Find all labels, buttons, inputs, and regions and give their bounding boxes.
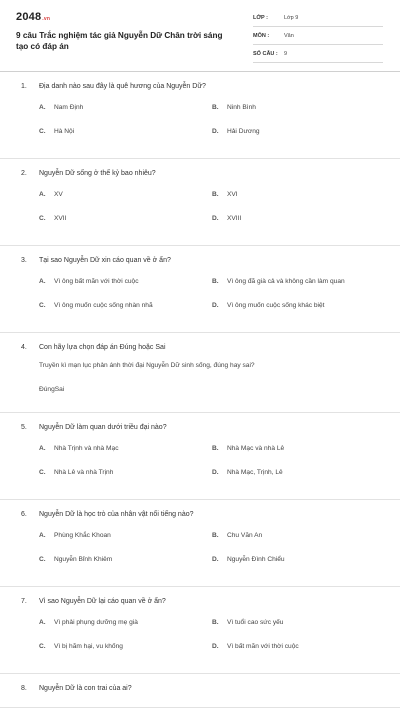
question-number: 1. — [21, 83, 27, 90]
document-header — [0, 0, 400, 72]
option-text: Vì tuổi cao sức yếu — [227, 619, 284, 626]
question-item — [0, 413, 400, 500]
question-list — [0, 72, 400, 708]
option-letter: D. — [212, 643, 219, 650]
option-text: XVII — [54, 215, 67, 222]
option-text: Nhà Trịnh và nhà Mạc — [54, 445, 119, 452]
logo-suffix: .vn — [42, 16, 51, 22]
question-item — [0, 500, 400, 587]
meta-value: 9 — [284, 51, 288, 57]
option-text: Ninh Bình — [227, 104, 256, 111]
meta-row-subject — [253, 31, 383, 45]
option-text: Nguyễn Đình Chiểu — [227, 556, 285, 563]
question-item — [0, 674, 400, 708]
question-text: Địa danh nào sau đây là quê hương của Nguyễn Dữ? — [39, 83, 206, 90]
question-number: 3. — [21, 257, 27, 264]
question-text: Vì sao Nguyễn Dữ lại cáo quan về ở ẩn? — [39, 598, 166, 605]
option-letter: D. — [212, 556, 219, 563]
question-text: Nguyễn Dữ là học trò của nhân vật nổi tiếng nào? — [39, 511, 194, 518]
option-text: Vì ông bất mãn với thời cuộc — [54, 278, 139, 285]
meta-value: Văn — [284, 33, 294, 39]
option-text: Nam Định — [54, 104, 84, 111]
option-text: Nhà Mạc và nhà Lê — [227, 445, 285, 452]
option-text: Chu Văn An — [227, 532, 263, 539]
option-text: Phùng Khắc Khoan — [54, 532, 111, 539]
option-text: Vì bất mãn với thời cuộc — [227, 643, 299, 650]
answer-options — [0, 102, 400, 148]
question-item — [0, 246, 400, 333]
option-text: Nhà Lê và nhà Trịnh — [54, 469, 114, 476]
site-logo[interactable] — [16, 11, 50, 23]
option-text: XVIII — [227, 215, 242, 222]
answer-options — [0, 530, 400, 576]
true-false-statement: Truyền kì mạn lục phản ánh thời đại Nguyễn Dữ sinh sống, đúng hay sai? — [39, 362, 255, 369]
question-number: 5. — [21, 424, 27, 431]
meta-value: Lớp 9 — [284, 15, 299, 21]
logo-main: 2048 — [16, 11, 42, 23]
answer-options — [0, 276, 400, 322]
option-text: XVI — [227, 191, 238, 198]
question-item — [0, 72, 400, 159]
question-text: Nguyễn Dữ làm quan dưới triều đại nào? — [39, 424, 167, 431]
option-letter: C. — [39, 128, 46, 135]
question-text: Nguyễn Dữ là con trai của ai? — [39, 685, 132, 692]
question-text: Tại sao Nguyễn Dữ xin cáo quan về ở ẩn? — [39, 257, 171, 264]
answer-options — [0, 189, 400, 235]
option-text: Vì phải phụng dưỡng mẹ già — [54, 619, 138, 626]
option-text: Vì bị hãm hại, vu khống — [54, 643, 123, 650]
option-letter: C. — [39, 643, 46, 650]
meta-label: SỐ CÂU : — [253, 51, 278, 57]
option-letter: B. — [212, 532, 219, 539]
option-letter: A. — [39, 191, 46, 198]
question-text: Nguyễn Dữ sống ở thế kỷ bao nhiêu? — [39, 170, 156, 177]
question-item — [0, 587, 400, 674]
question-number: 4. — [21, 344, 27, 351]
question-number: 6. — [21, 511, 27, 518]
option-letter: A. — [39, 445, 46, 452]
question-number: 7. — [21, 598, 27, 605]
meta-label: MÔN : — [253, 33, 270, 39]
question-text: Con hãy lựa chọn đáp án Đúng hoặc Sai — [39, 344, 166, 351]
option-letter: B. — [212, 104, 219, 111]
option-text: Vì ông muốn cuộc sống nhàn nhã — [54, 302, 153, 309]
question-number: 8. — [21, 685, 27, 692]
question-item — [0, 159, 400, 246]
option-letter: B. — [212, 445, 219, 452]
option-letter: A. — [39, 278, 46, 285]
question-item — [0, 333, 400, 413]
option-letter: D. — [212, 302, 219, 309]
option-text: Nguyễn Bỉnh Khiêm — [54, 556, 113, 563]
option-letter: D. — [212, 215, 219, 222]
meta-row-count — [253, 49, 383, 63]
true-false-block — [0, 356, 400, 402]
option-letter: C. — [39, 556, 46, 563]
answer-options — [0, 443, 400, 489]
option-letter: A. — [39, 619, 46, 626]
question-number: 2. — [21, 170, 27, 177]
option-text: Vì ông muốn cuộc sống khác biệt — [227, 302, 325, 309]
option-letter: A. — [39, 104, 46, 111]
option-letter: D. — [212, 128, 219, 135]
meta-info — [253, 13, 383, 67]
true-false-answer[interactable]: ĐúngSai — [39, 386, 65, 393]
meta-row-grade — [253, 13, 383, 27]
option-letter: B. — [212, 619, 219, 626]
option-letter: D. — [212, 469, 219, 476]
answer-options — [0, 617, 400, 663]
option-letter: B. — [212, 191, 219, 198]
option-text: XV — [54, 191, 63, 198]
meta-label: LỚP : — [253, 15, 268, 21]
option-letter: B. — [212, 278, 219, 285]
option-letter: A. — [39, 532, 46, 539]
document-title: 9 câu Trắc nghiệm tác giả Nguyễn Dữ Chân trời sáng tạo có đáp án — [16, 31, 223, 51]
option-text: Hà Nội — [54, 128, 75, 135]
option-text: Nhà Mạc, Trịnh, Lê — [227, 469, 283, 476]
option-letter: C. — [39, 302, 46, 309]
option-letter: C. — [39, 215, 46, 222]
option-text: Vì ông đã già cả và không cần làm quan — [227, 278, 345, 285]
option-text: Hải Dương — [227, 128, 260, 135]
option-letter: C. — [39, 469, 46, 476]
